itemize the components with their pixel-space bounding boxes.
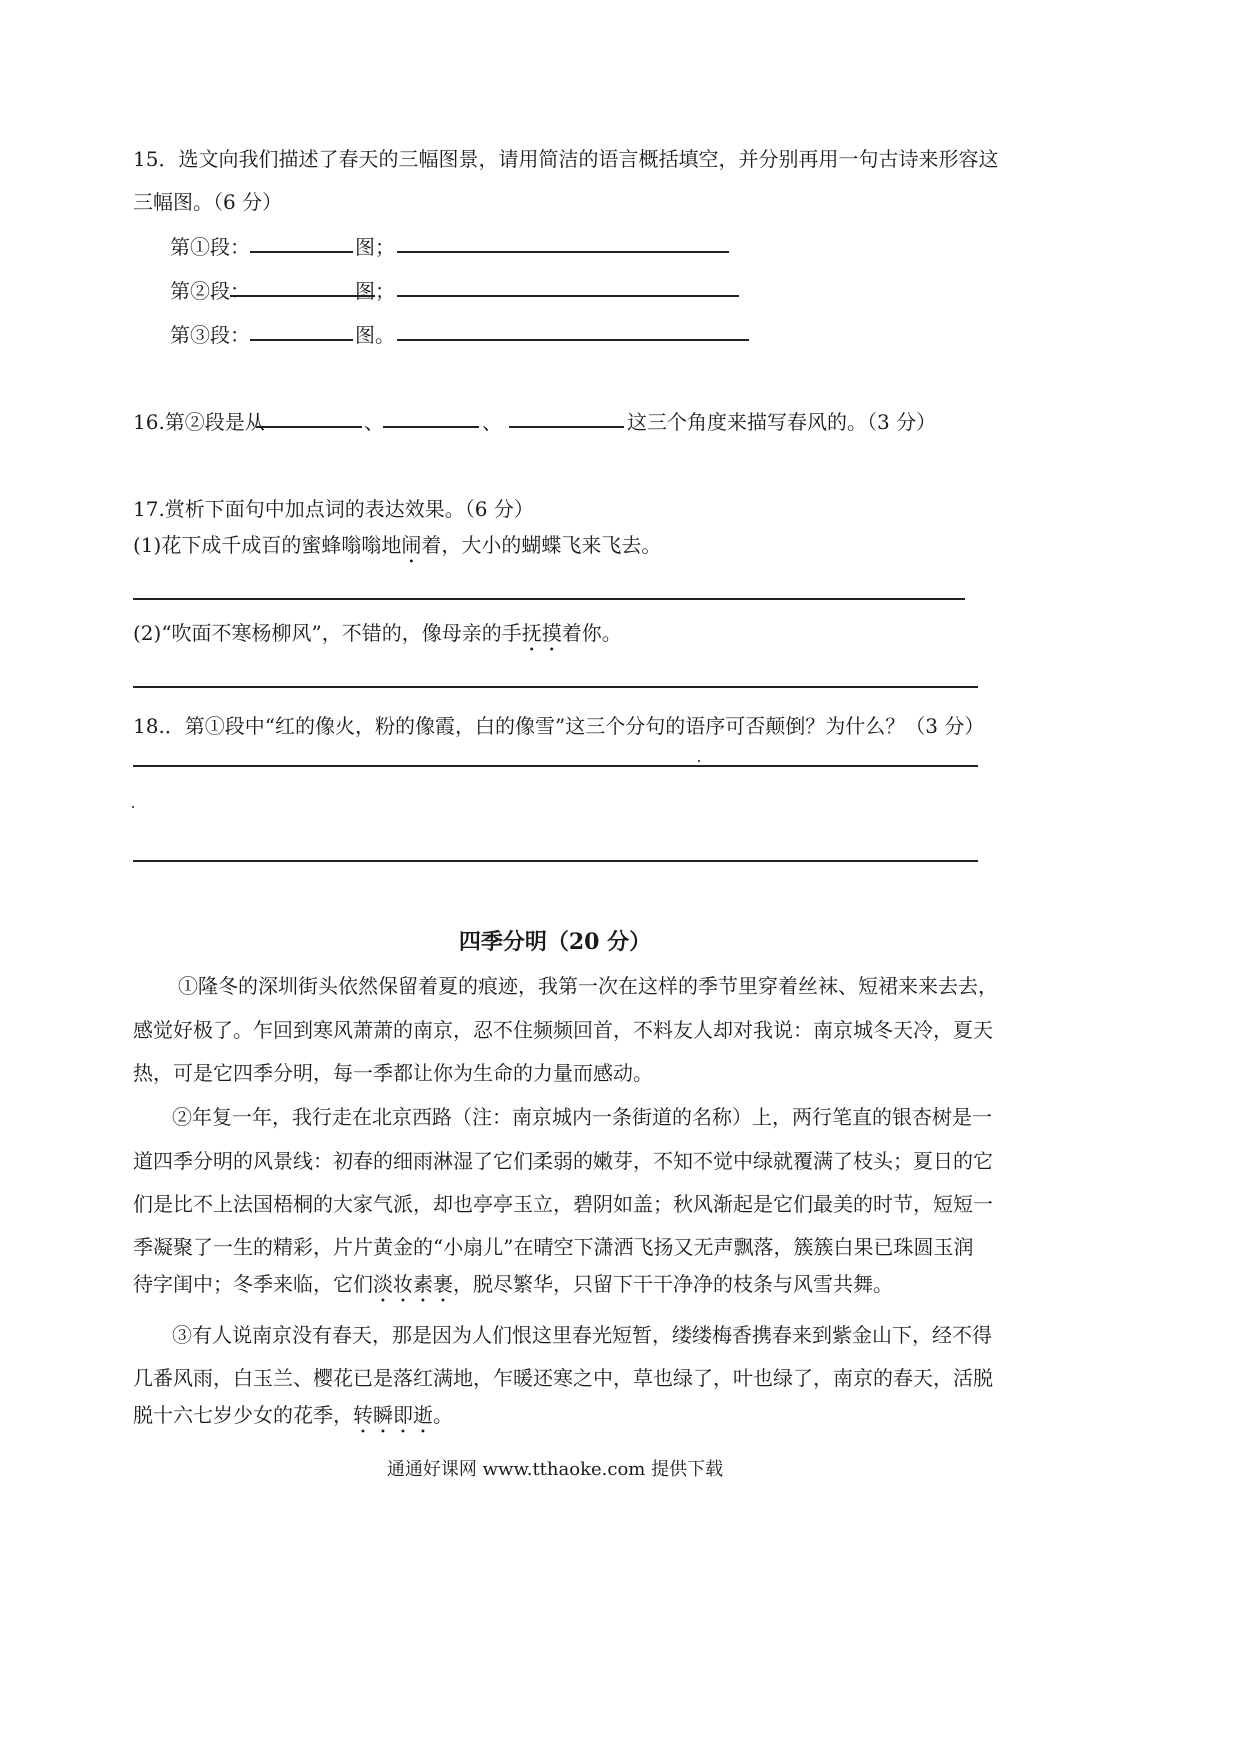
- q15-row-mid: 图。: [355, 323, 395, 347]
- q17-item2-text: 着你。: [561, 621, 622, 645]
- q15-line2: 三幅图。（6 分）: [133, 190, 283, 214]
- emphasized-word: 转瞬即逝: [353, 1403, 433, 1427]
- answer-blank[interactable]: [256, 426, 362, 428]
- paragraph-line: ③有人说南京没有春天，那是因为人们恨这里春光短暂，缕缕梅香携春来到紫金山下，经不得: [172, 1323, 992, 1347]
- q18-text: 18.．第①段中“红的像火，粉的像霞，白的像雪”这三个分句的语序可否颠倒？为什么？（3 分）: [133, 714, 985, 738]
- paragraph-line: 季凝聚了一生的精彩，片片黄金的“小扇儿”在晴空下潇洒飞扬又无声飘落，簇簇白果已珠圆玉润: [133, 1235, 974, 1259]
- emphasized-word: 抚摸: [521, 621, 562, 645]
- q15-line1: 15．选文向我们描述了春天的三幅图景，请用简洁的语言概括填空，并分别再用一句古诗来形容这: [133, 147, 999, 171]
- paragraph-text: 待字闺中；冬季来临，它们: [133, 1272, 373, 1296]
- paragraph-line: ①隆冬的深圳街头依然保留着夏的痕迹，我第一次在这样的季节里穿着丝袜、短裙来来去去，: [178, 974, 998, 998]
- paragraph-line: [133, 1268, 893, 1307]
- q17-title: 17.赏析下面句中加点词的表达效果。（6 分）: [133, 497, 534, 521]
- emphasized-word: 淡妆素裹: [373, 1272, 453, 1296]
- q15-row-mid: 图；: [355, 235, 395, 259]
- paragraph-line: ②年复一年，我行走在北京西路（注：南京城内一条街道的名称）上，两行笔直的银杏树是一: [172, 1105, 992, 1129]
- answer-blank[interactable]: [250, 251, 353, 253]
- q17-item1-text: (1)花下成千成百的蜜蜂嗡嗡地: [133, 533, 402, 557]
- paragraph-text: 脱十六七岁少女的花季，: [133, 1403, 353, 1427]
- q15-row-label: 第①段：: [170, 235, 250, 259]
- q16-sep: 、: [364, 410, 384, 434]
- paragraph-text: 。: [433, 1403, 453, 1427]
- q17-item2-text: (2)“吹面不寒杨柳风”，不错的，像母亲的手: [133, 621, 522, 645]
- emphasized-word: 闹: [401, 533, 422, 557]
- q17-item1-text: 着，大小的蝴蝶飞来飞去。: [421, 533, 662, 557]
- q16-sep: 、: [482, 410, 502, 434]
- reading-title: 四季分明（20 分）: [458, 929, 652, 955]
- q15-row-label: 第③段：: [170, 323, 250, 347]
- answer-line[interactable]: [133, 860, 978, 862]
- answer-blank[interactable]: [383, 426, 479, 428]
- answer-blank[interactable]: [397, 295, 739, 297]
- answer-blank[interactable]: [397, 339, 749, 341]
- paragraph-line: 道四季分明的风景线：初春的细雨淋湿了它们柔弱的嫩芽，不知不觉中绿就覆满了枝头；夏日的它: [133, 1149, 993, 1173]
- scan-speck: [132, 806, 134, 808]
- q17-item1: [133, 529, 661, 568]
- paragraph-line: 们是比不上法国梧桐的大家气派，却也亭亭玉立，碧阴如盖；秋风渐起是它们最美的时节，短短一: [133, 1192, 993, 1216]
- answer-blank[interactable]: [509, 426, 624, 428]
- q15-row-label: 第②段：: [170, 279, 250, 303]
- scan-speck: [698, 760, 700, 762]
- answer-blank[interactable]: [397, 251, 729, 253]
- answer-line[interactable]: [133, 598, 965, 600]
- answer-line[interactable]: [133, 686, 978, 688]
- q15-row-mid: 图；: [355, 279, 395, 303]
- paragraph-line: 几番风雨，白玉兰、樱花已是落红满地，乍暖还寒之中，草也绿了，叶也绿了，南京的春天，活脱: [133, 1366, 993, 1390]
- paragraph-line: [133, 1399, 453, 1438]
- q16-prefix: 16.第②段是从: [133, 410, 265, 434]
- footer-text: 通通好课网 www.tthaoke.com 提供下载: [386, 1459, 724, 1480]
- answer-blank[interactable]: [250, 339, 353, 341]
- paragraph-line: 感觉好极了。乍回到寒风萧萧的南京，忍不住频频回首，不料友人却对我说：南京城冬天冷，夏天: [133, 1018, 993, 1042]
- paragraph-text: ，脱尽繁华，只留下干干净净的枝条与风雪共舞。: [453, 1272, 893, 1296]
- q17-item2: [133, 617, 622, 656]
- answer-line[interactable]: [133, 765, 978, 767]
- paragraph-line: 热，可是它四季分明，每一季都让你为生命的力量而感动。: [133, 1061, 653, 1085]
- q16-suffix: 这三个角度来描写春风的。（3 分）: [627, 410, 937, 434]
- answer-blank[interactable]: [230, 295, 375, 297]
